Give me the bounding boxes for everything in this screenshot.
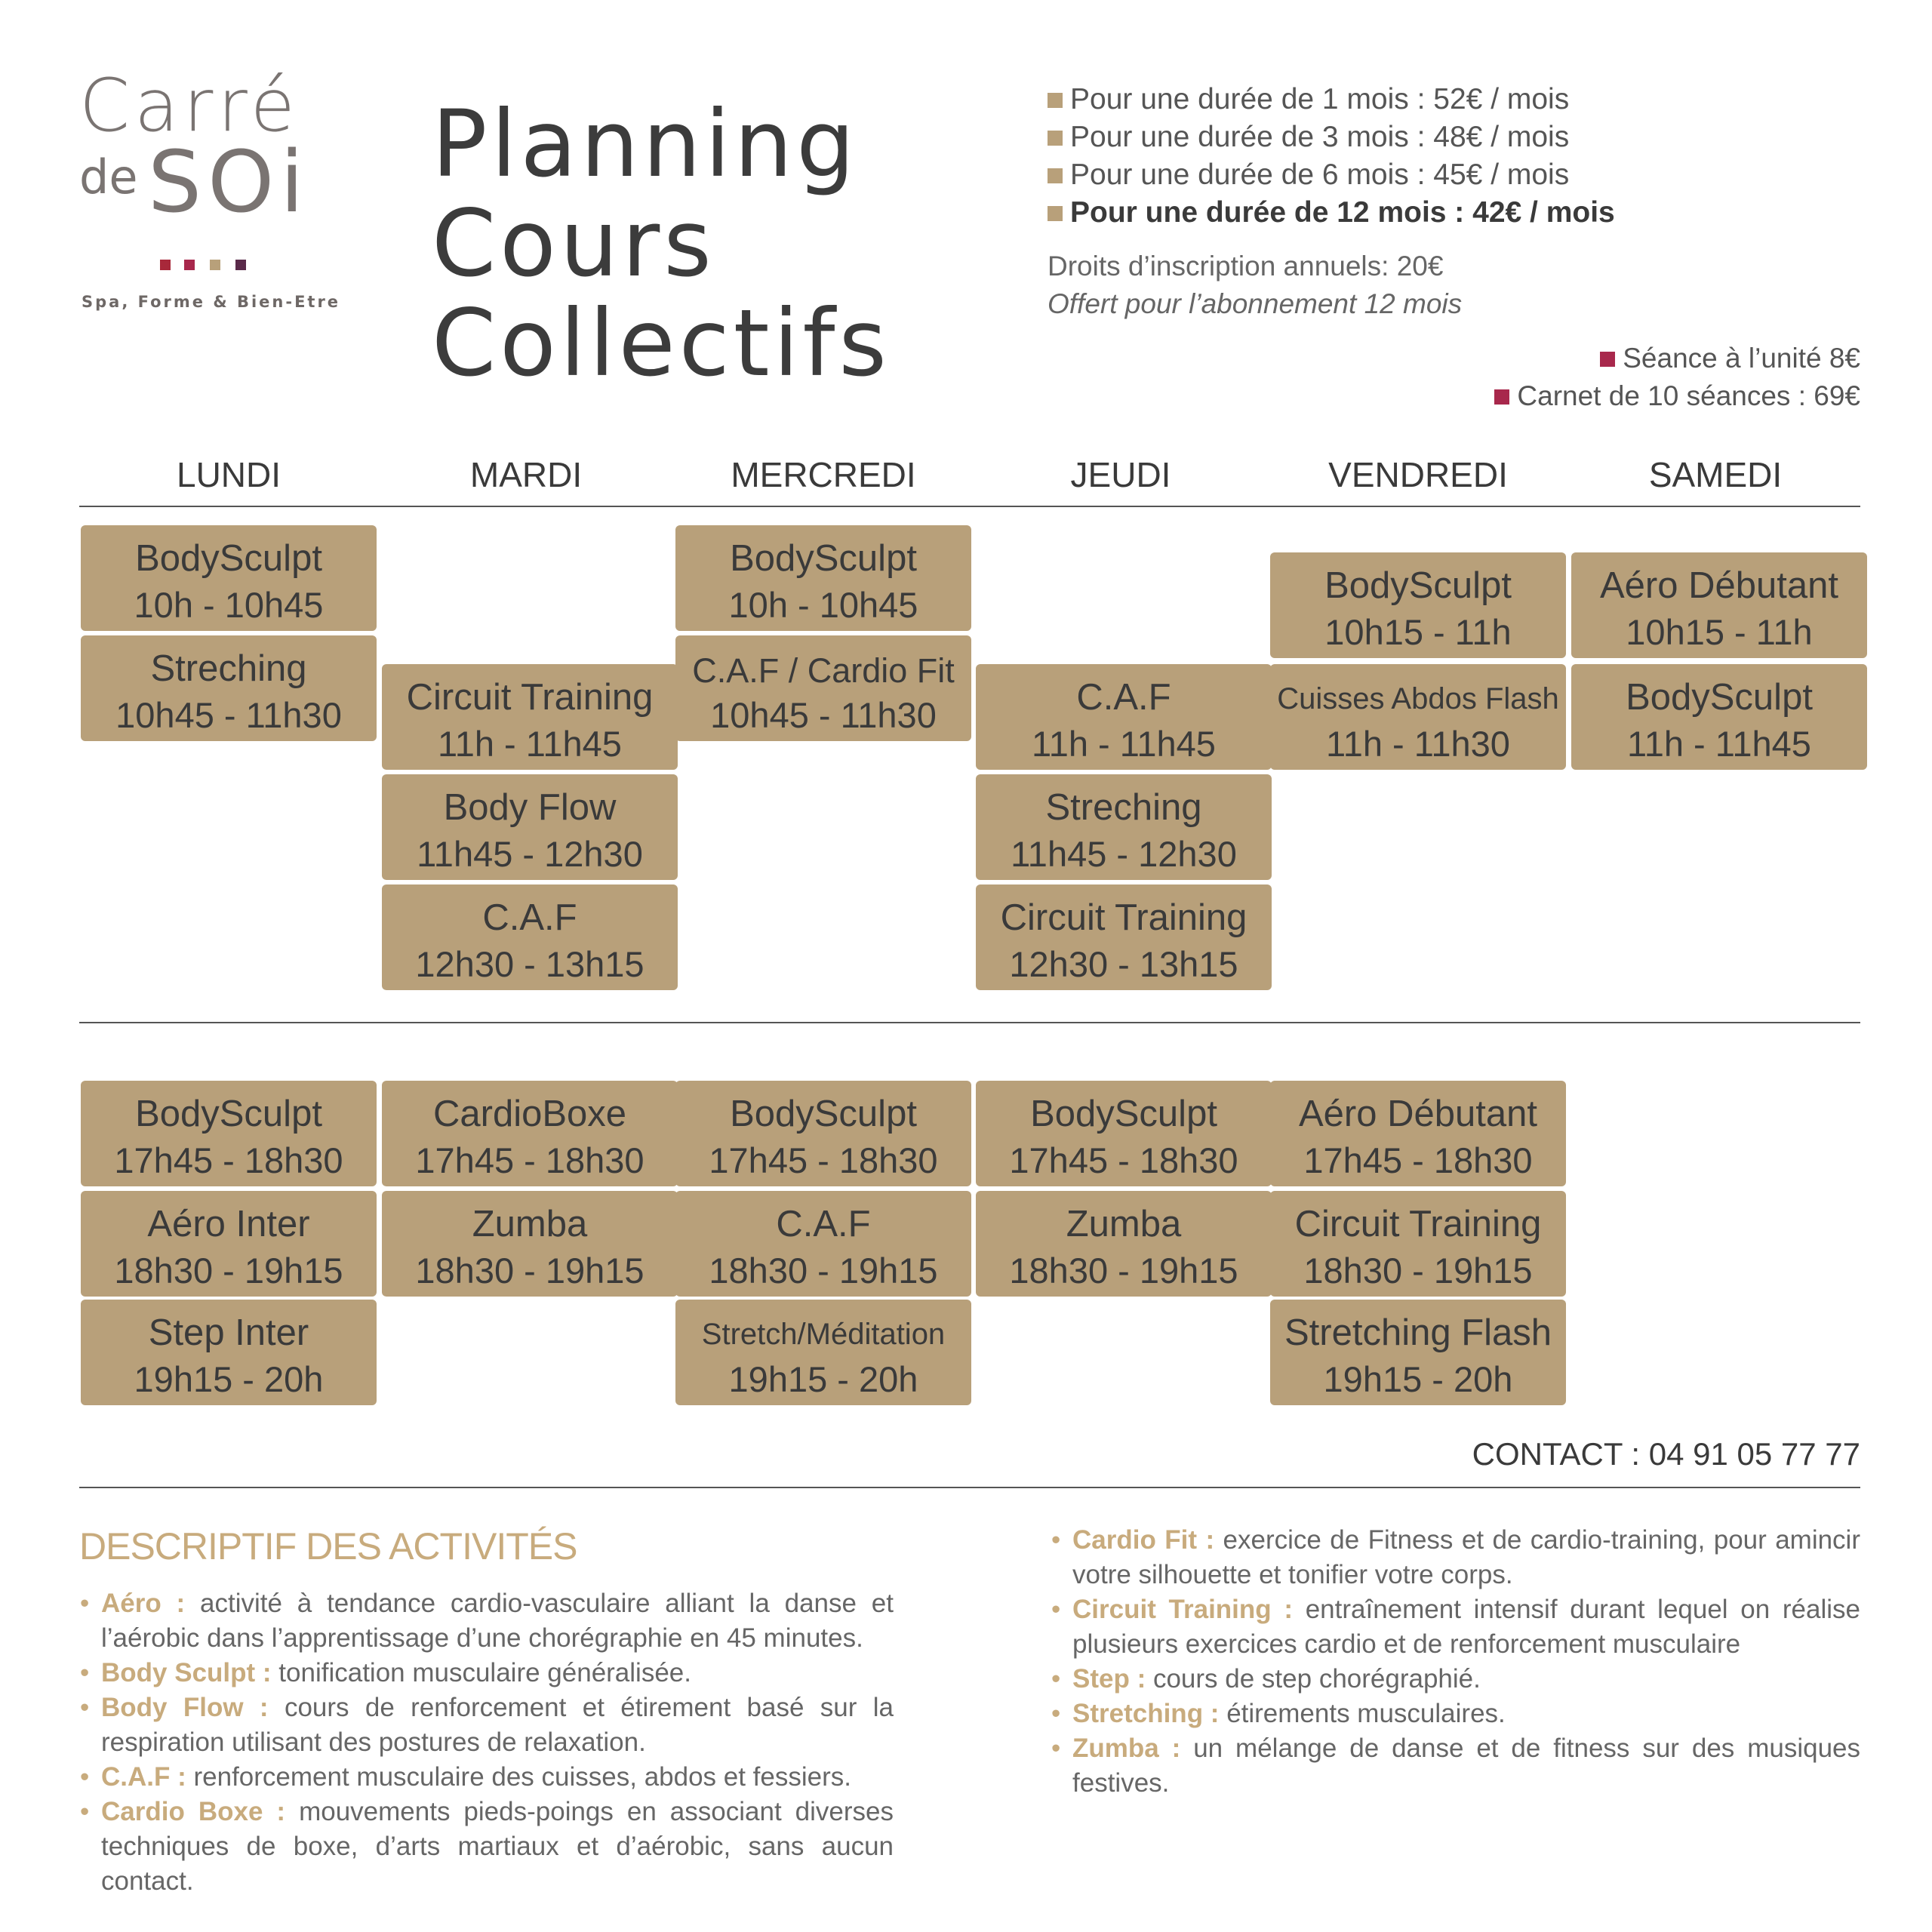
- page-title-line3: Collectifs: [432, 290, 891, 397]
- class-time: 11h - 11h30: [1326, 724, 1510, 764]
- class-box: [1270, 552, 1566, 658]
- class-time: 11h - 11h45: [438, 724, 622, 764]
- class-box: [976, 664, 1272, 770]
- class-box: [382, 884, 678, 990]
- class-name: BodySculpt: [1030, 1094, 1217, 1134]
- class-box: [976, 884, 1272, 990]
- logo-text-carre: Carré: [79, 63, 300, 148]
- class-box: [382, 664, 678, 770]
- day-header-mardi: MARDI: [469, 455, 583, 494]
- class-name: Streching: [150, 648, 307, 689]
- class-name: C.A.F: [1076, 677, 1171, 718]
- class-box: [382, 1191, 678, 1297]
- class-time: 11h - 11h45: [1032, 724, 1216, 764]
- page-title-line2: Cours: [432, 190, 715, 297]
- class-box: [675, 635, 971, 741]
- bullet-icon: •: [1051, 1525, 1061, 1555]
- price-text: Pour une durée de 3 mois : 48€ / mois: [1070, 121, 1570, 153]
- registration-fee: Droits d’inscription annuels: 20€: [1048, 251, 1444, 281]
- bullet-icon: •: [80, 1658, 90, 1687]
- logo-square-2: [184, 260, 195, 270]
- class-name: Aéro Inter: [147, 1204, 310, 1244]
- page-title-line1: Planning: [432, 91, 859, 198]
- desc-item-caf: • C.A.F : renforcement musculaire des cuisses, abdos et fessiers.: [101, 1760, 894, 1795]
- logo-square-1: [160, 260, 171, 270]
- ten-sessions-price: Carnet de 10 séances : 69€: [1494, 382, 1860, 410]
- price-text: Pour une durée de 6 mois : 45€ / mois: [1070, 158, 1570, 191]
- desc-item-body-sculpt: • Body Sculpt : tonification musculaire généralisée.: [101, 1656, 894, 1690]
- class-time: 10h45 - 11h30: [710, 695, 937, 735]
- logo-square-3: [210, 260, 220, 270]
- day-header-jeudi: JEUDI: [1070, 455, 1171, 494]
- bullet-icon: •: [1051, 1664, 1061, 1694]
- day-header-vendredi: VENDREDI: [1328, 455, 1508, 494]
- class-box: [382, 1081, 678, 1186]
- desc-item-stretching: • Stretching : étirements musculaires.: [1072, 1697, 1860, 1731]
- section-divider: [79, 1022, 1860, 1023]
- class-name: Cuisses Abdos Flash: [1277, 682, 1559, 715]
- class-name: BodySculpt: [730, 1094, 917, 1134]
- class-time: 10h15 - 11h: [1324, 612, 1512, 652]
- class-name: Body Flow: [443, 787, 617, 828]
- desc-item-zumba: • Zumba : un mélange de danse et de fitness sur des musiques festives.: [1072, 1731, 1860, 1801]
- class-box: [1571, 664, 1867, 770]
- class-time: 12h30 - 13h15: [415, 944, 645, 984]
- class-time: 17h45 - 18h30: [1009, 1140, 1238, 1180]
- logo-text-de: de: [79, 149, 138, 205]
- bullet-icon: •: [80, 1589, 90, 1618]
- day-header-samedi: SAMEDI: [1648, 455, 1783, 494]
- class-box: [675, 1081, 971, 1186]
- gold-square-icon: [1048, 131, 1063, 146]
- day-header-mercredi: MERCREDI: [731, 455, 916, 494]
- class-box: [976, 774, 1272, 880]
- class-box: [1270, 1300, 1566, 1405]
- price-row-3: [1048, 122, 1569, 152]
- class-box: [1571, 552, 1867, 658]
- class-name: Stretch/Méditation: [701, 1318, 946, 1351]
- class-time: 12h30 - 13h15: [1009, 944, 1238, 984]
- class-name: Stretching Flash: [1284, 1312, 1552, 1353]
- price-row-6: [1048, 160, 1569, 189]
- class-time: 17h45 - 18h30: [709, 1140, 938, 1180]
- class-name: BodySculpt: [1626, 677, 1813, 718]
- gold-square-icon: [1048, 93, 1063, 108]
- desc-item-aero: • Aéro : activité à tendance cardio-vasculaire alliant la danse et l’aérobic dans l’apprentissage d’une chorégraphie en 45 minutes.: [101, 1586, 894, 1656]
- class-name: BodySculpt: [730, 538, 917, 579]
- class-name: Aéro Débutant: [1299, 1094, 1537, 1134]
- class-name: C.A.F / Cardio Fit: [692, 651, 955, 690]
- class-box: [81, 525, 377, 631]
- class-time: 17h45 - 18h30: [114, 1140, 343, 1180]
- class-box: [675, 1191, 971, 1297]
- class-time: 11h - 11h45: [1627, 724, 1811, 764]
- registration-note: Offert pour l’abonnement 12 mois: [1048, 288, 1463, 319]
- bullet-icon: •: [1051, 1699, 1061, 1728]
- class-name: BodySculpt: [135, 1094, 322, 1134]
- class-time: 19h15 - 20h: [134, 1359, 324, 1399]
- red-square-icon: [1600, 352, 1615, 367]
- class-name: C.A.F: [482, 897, 577, 938]
- class-box: [675, 525, 971, 631]
- class-box: [382, 774, 678, 880]
- class-box: [976, 1081, 1272, 1186]
- price-text: Pour une durée de 1 mois : 52€ / mois: [1070, 83, 1570, 115]
- single-session-price: Séance à l’unité 8€: [1600, 344, 1860, 372]
- bullet-icon: •: [80, 1762, 90, 1792]
- contact-divider: [79, 1487, 1860, 1488]
- day-header-lundi: LUNDI: [176, 455, 281, 494]
- logo-square-4: [235, 260, 246, 270]
- bullet-icon: •: [1051, 1734, 1061, 1763]
- class-name: Circuit Training: [406, 677, 654, 718]
- desc-item-body-flow: • Body Flow : cours de renforcement et étirement basé sur la respiration utilisant des postures de relaxation.: [101, 1690, 894, 1760]
- class-time: 17h45 - 18h30: [1303, 1140, 1533, 1180]
- gold-square-icon: [1048, 206, 1063, 221]
- class-time: 18h30 - 19h15: [709, 1251, 938, 1291]
- class-time: 19h15 - 20h: [728, 1359, 918, 1399]
- class-time: 17h45 - 18h30: [415, 1140, 645, 1180]
- price-row-1: [1048, 85, 1569, 114]
- class-time: 18h30 - 19h15: [415, 1251, 645, 1291]
- class-name: CardioBoxe: [432, 1094, 627, 1134]
- price-text: Pour une durée de 12 mois : 42€ / mois: [1070, 196, 1615, 229]
- logo-tagline: Spa, Forme & Bien-Etre: [82, 293, 341, 311]
- red-square-icon: [1494, 389, 1509, 405]
- bullet-icon: •: [1051, 1595, 1061, 1624]
- header-divider: [79, 506, 1860, 507]
- class-name: Zumba: [472, 1204, 588, 1244]
- desc-item-step: • Step : cours de step chorégraphié.: [1072, 1662, 1860, 1697]
- class-box: [81, 635, 377, 741]
- class-name: Zumba: [1066, 1204, 1182, 1244]
- class-name: BodySculpt: [135, 538, 322, 579]
- class-time: 10h - 10h45: [134, 585, 324, 625]
- bullet-icon: •: [80, 1693, 90, 1722]
- class-box: [1270, 1191, 1566, 1297]
- class-box: [976, 1191, 1272, 1297]
- desc-item-cardio-fit: • Cardio Fit : exercice de Fitness et de cardio-training, pour amincir votre silhouette et tonifier votre corps.: [1072, 1523, 1860, 1592]
- class-box: [81, 1081, 377, 1186]
- desc-item-cardio-boxe: • Cardio Boxe : mouvements pieds-poings en associant diverses techniques de boxe, d’arts martiaux et d’aérobic, sans aucun contact.: [101, 1795, 894, 1899]
- class-time: 10h45 - 11h30: [115, 695, 342, 735]
- class-name: Aéro Débutant: [1600, 565, 1838, 606]
- desc-item-circuit-training: • Circuit Training : entraînement intensif durant lequel on réalise plusieurs exercices cardio et de renforcement musculaire: [1072, 1592, 1860, 1662]
- class-name: Circuit Training: [1000, 897, 1247, 938]
- class-name: Step Inter: [148, 1312, 309, 1353]
- class-name: Streching: [1045, 787, 1202, 828]
- class-time: 10h - 10h45: [728, 585, 918, 625]
- class-time: 18h30 - 19h15: [1303, 1251, 1533, 1291]
- class-time: 18h30 - 19h15: [114, 1251, 343, 1291]
- class-box: [81, 1191, 377, 1297]
- class-box: [675, 1300, 971, 1405]
- description-title: DESCRIPTIF DES ACTIVITÉS: [79, 1525, 577, 1567]
- price-row-12: [1048, 198, 1615, 227]
- class-time: 11h45 - 12h30: [1011, 834, 1237, 874]
- class-box: [1270, 664, 1566, 770]
- bullet-icon: •: [80, 1797, 90, 1826]
- class-name: C.A.F: [776, 1204, 871, 1244]
- class-name: Circuit Training: [1294, 1204, 1542, 1244]
- gold-square-icon: [1048, 168, 1063, 183]
- contact-phone: CONTACT : 04 91 05 77 77: [1472, 1436, 1860, 1472]
- class-time: 19h15 - 20h: [1323, 1359, 1513, 1399]
- class-time: 10h15 - 11h: [1626, 612, 1813, 652]
- class-time: 18h30 - 19h15: [1009, 1251, 1238, 1291]
- class-box: [81, 1300, 377, 1405]
- class-time: 11h45 - 12h30: [417, 834, 643, 874]
- logo-text-soi: SOi: [148, 134, 310, 232]
- class-box: [1270, 1081, 1566, 1186]
- class-name: BodySculpt: [1324, 565, 1512, 606]
